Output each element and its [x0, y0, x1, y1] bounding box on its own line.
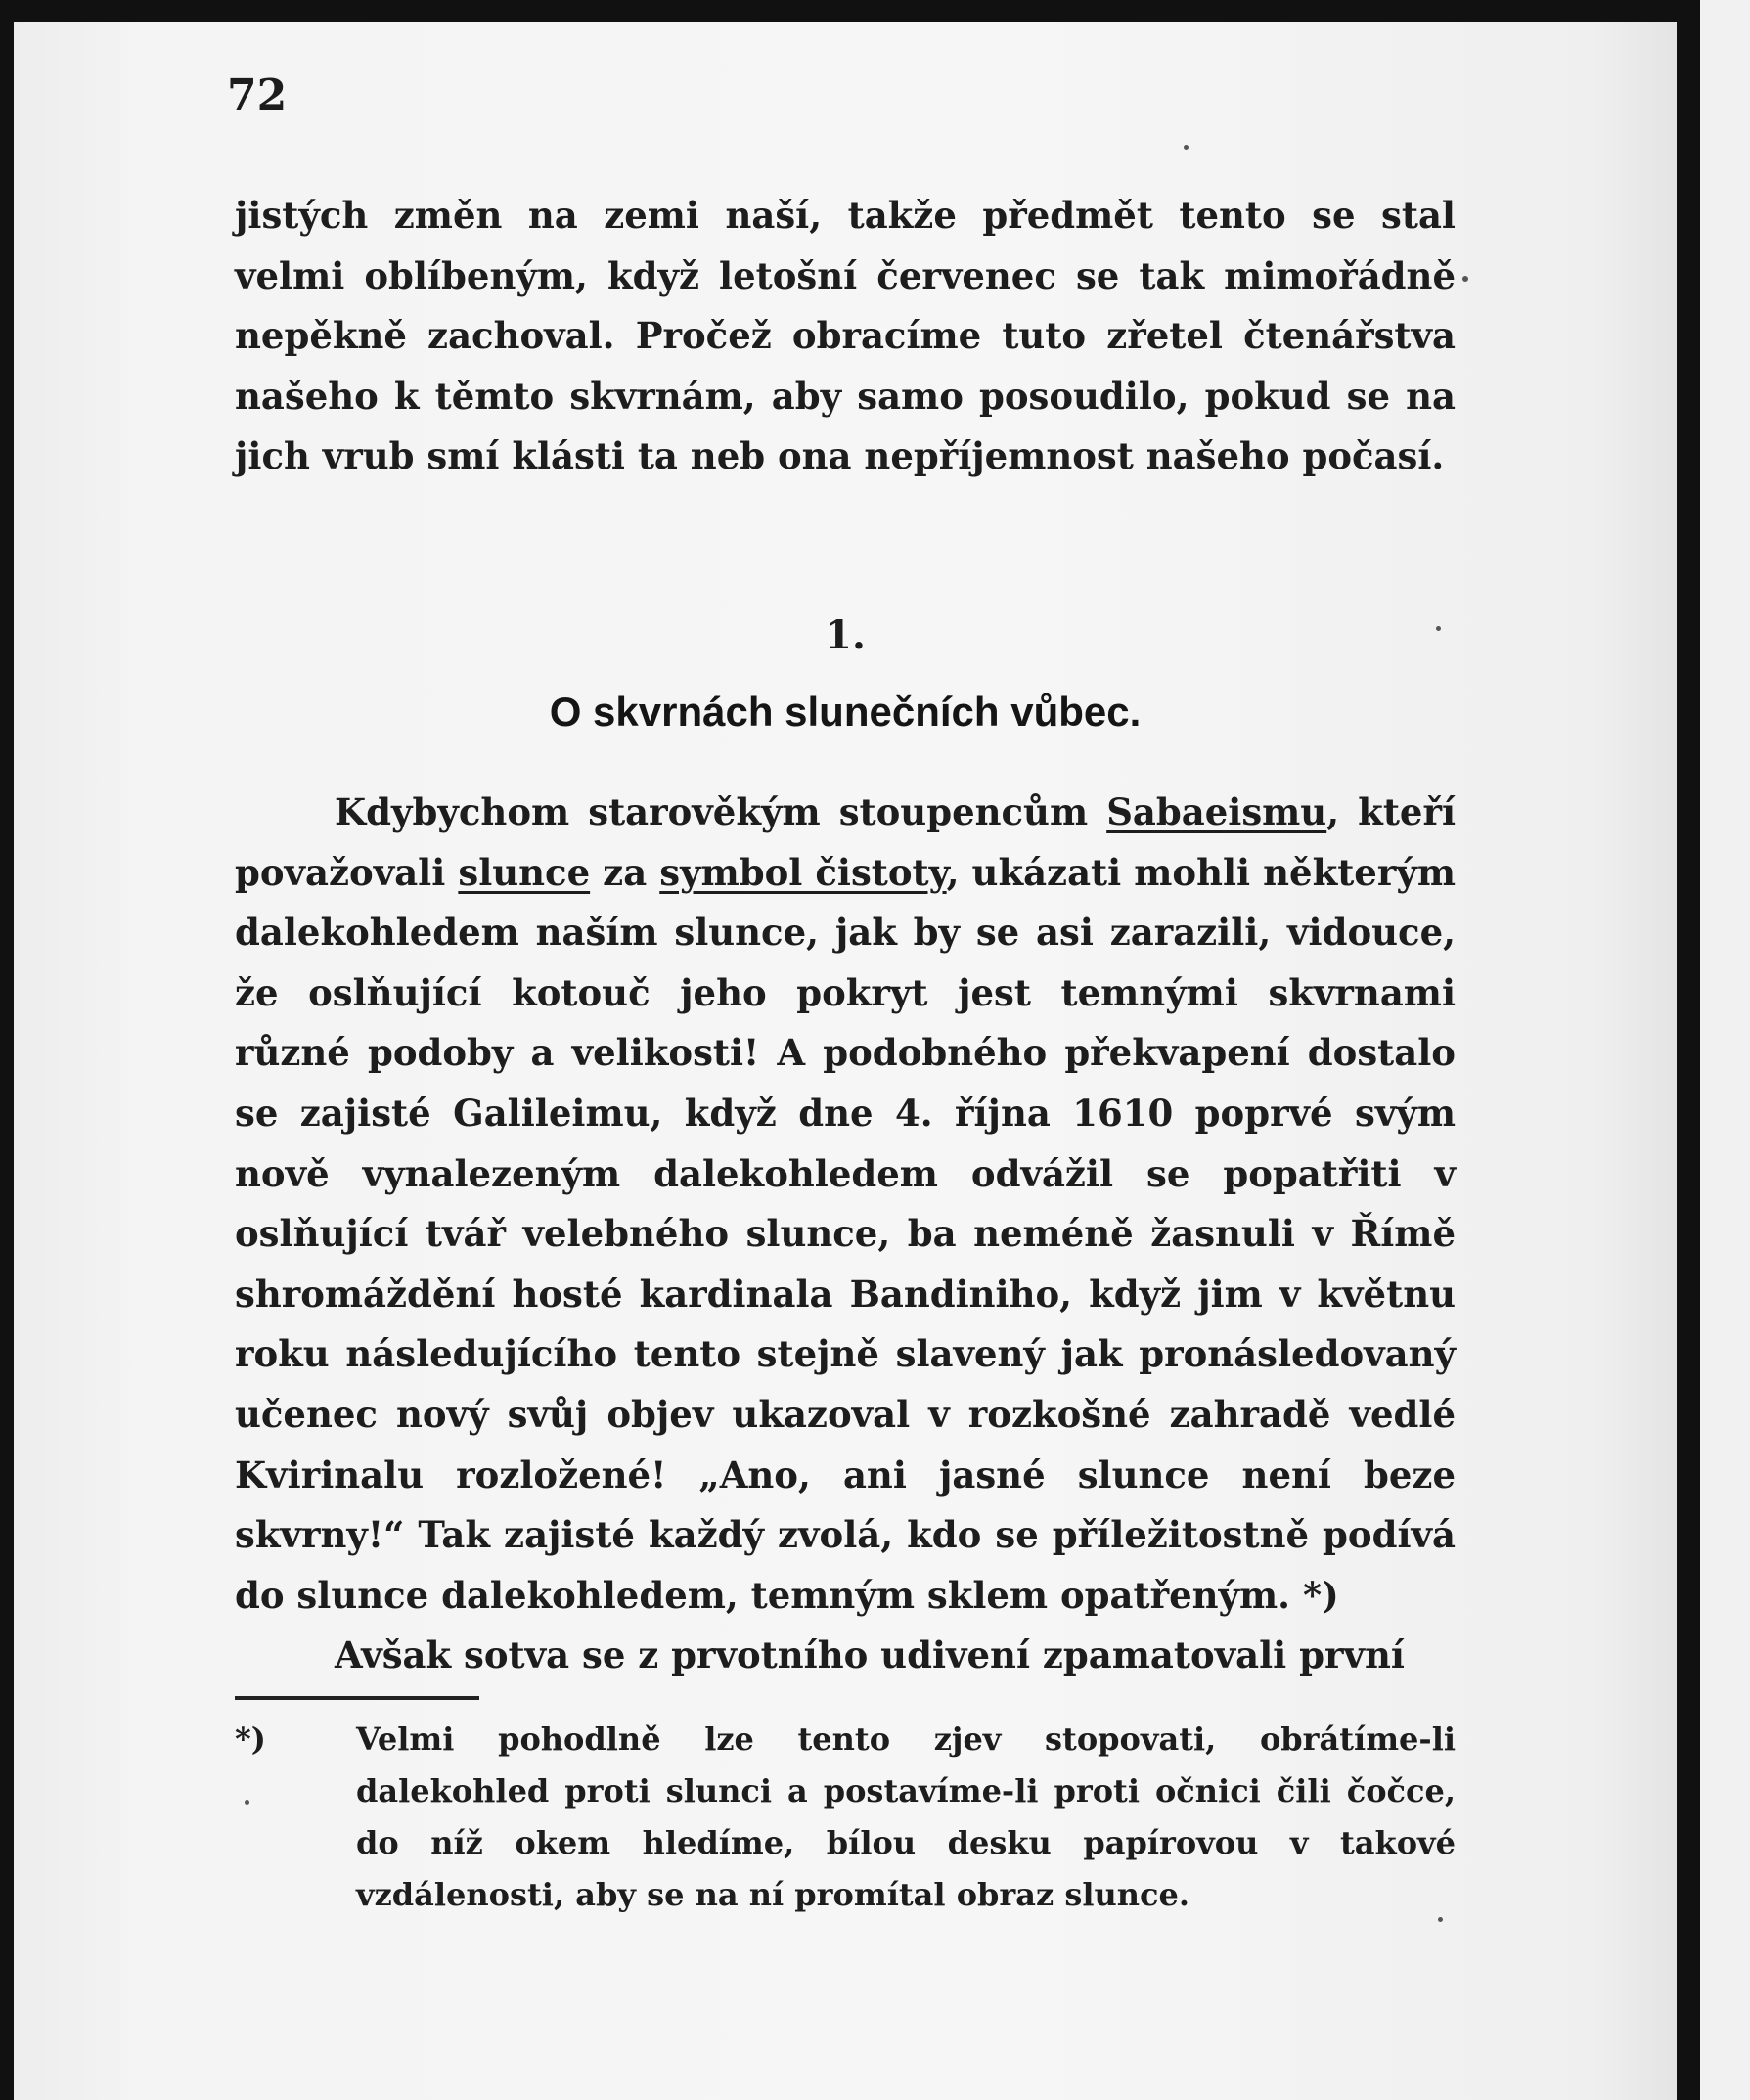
body-paragraph-1-part1: Kdybychom starověkým stoupencům [335, 790, 1107, 833]
body-paragraph-1-part4: , ukázati mohli některým dalekohledem naším slunce, jak by se asi zarazili, vidouce, že oslňující kotouč jeho pokryt jest temnými skvrnami různé podoby a velikosti! A podobného překvapení dostalo se zajisté Galileimu, když dne 4. října 1610 poprvé svým nově vynalezeným dalekohledem odvážil se popatřiti v oslňující tvář velebného slunce, ba neméně žasnuli v Římě shromáždění hosté kardinala Bandiniho, když jim v květnu roku následujícího tento stejně slavený jak pronásledovaný učenec nový svůj objev ukazoval v rozkošné zahradě vedlé Kvirinalu rozložené! „Ano, ani jasné slunce není beze skvrny!“ Tak zajisté každý zvolá, kdo se příležitostně podívá do slunce dalekohledem, temným sklem opatřeným. *) [235, 850, 1456, 1617]
body-paragraph-1-part3: za [590, 850, 660, 894]
underlined-slunce: slunce [458, 850, 591, 894]
footnote-mark: *) [235, 1720, 266, 1758]
body-text [235, 782, 1456, 1686]
body-paragraph-1-part2: , kteří považovali [235, 790, 1456, 894]
scan-speck [1184, 145, 1189, 150]
footnote-divider [235, 1696, 479, 1700]
scan-speck [1462, 276, 1468, 282]
scan-speck [1438, 1917, 1443, 1922]
footnote-paragraph [235, 1714, 1456, 1921]
underlined-symbol-cistoty: symbol čistoty [659, 850, 947, 894]
body-paragraph-2: Avšak sotva se z prvotního udivení zpamatovali první [335, 1633, 1405, 1677]
scan-speck [245, 1800, 249, 1805]
intro-paragraph: jistých změn na zemi naší, takže předmět tento se stal velmi oblíbeným, když letošní červenec se tak mimořádně nepěkně zachoval. Pročež obracíme tuto zřetel čtenářstva našeho k těmto skvrnám, aby samo posoudilo, pokud se na jich vrub smí klásti ta neb ona nepříjemnost našeho počasí. [235, 194, 1456, 478]
section-number: 1. [825, 612, 866, 658]
footnote-text: Velmi pohodlně lze tento zjev stopovati, obrátíme-li dalekohled proti slunci a postavíme-li proti očnici čili čočce, do níž okem hledíme, bílou desku papírovou v takové vzdálenosti, aby se na ní promítal obraz slunce. [356, 1720, 1456, 1913]
body-paragraph-1 [235, 782, 1456, 1626]
section-title: O skvrnách slunečních vůbec. [549, 689, 1142, 735]
adjacent-page-edge [1700, 0, 1750, 2100]
underlined-sabaeismu: Sabaeismu [1106, 790, 1327, 833]
page-number: 72 [227, 70, 288, 120]
intro-paragraph-block [235, 186, 1456, 487]
footnote [235, 1714, 1456, 1921]
scan-speck [1436, 626, 1441, 631]
